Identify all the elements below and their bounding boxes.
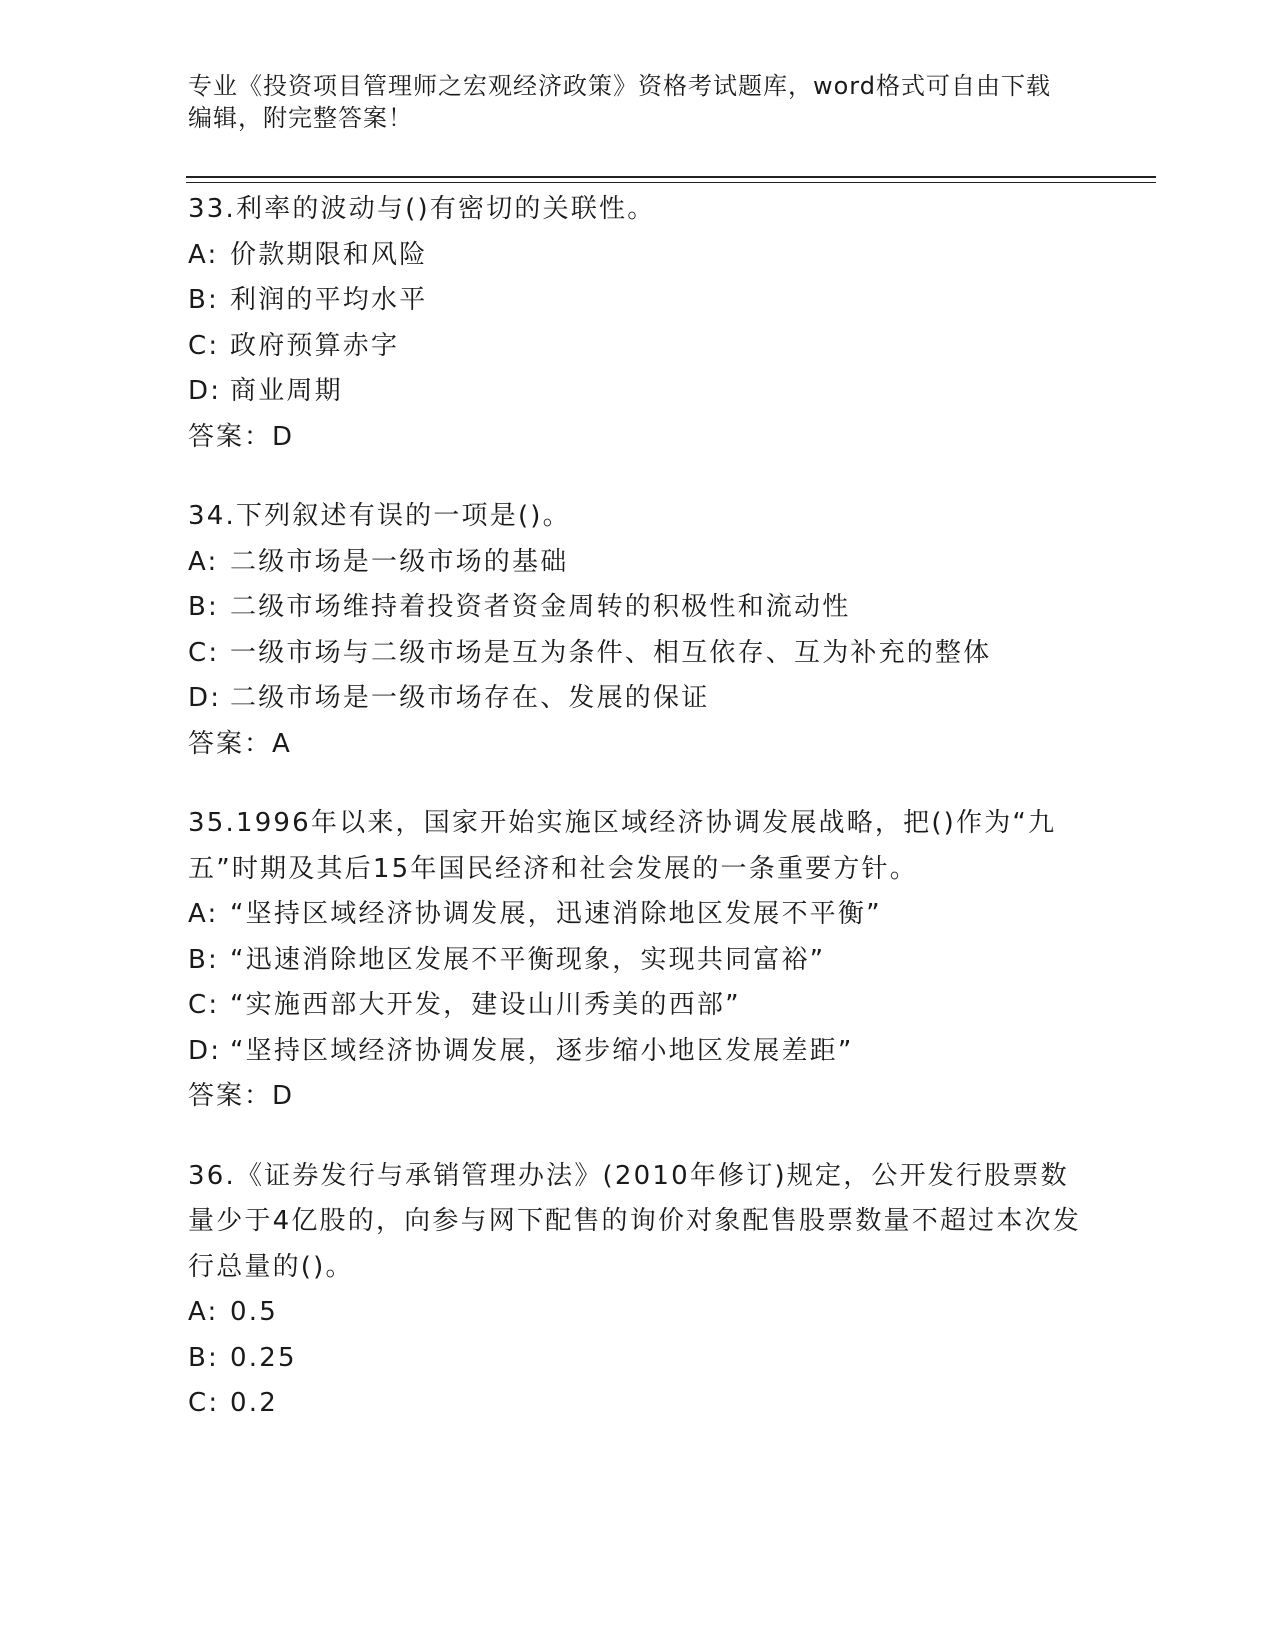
- option-a: [188, 233, 1088, 279]
- option-letter: C:: [188, 637, 220, 668]
- option-text: “实施西部大开发，建设山川秀美的西部”: [230, 990, 741, 1020]
- answer-line: 答案：D: [188, 1081, 295, 1111]
- option-b: [188, 278, 1088, 324]
- question-stem: 36.《证券发行与承销管理办法》(2010年修订)规定，公开发行股票数量少于4亿股的，向参与网下配售的询价对象配售股票数量不超过本次发行总量的()。: [188, 1160, 1081, 1282]
- question-36: [188, 1154, 1088, 1427]
- option-text: 一级市场与二级市场是互为条件、相互依存、互为补充的整体: [230, 637, 992, 668]
- option-letter: A:: [188, 546, 219, 577]
- option-a: [188, 1290, 1088, 1336]
- document-header: 专业《投资项目管理师之宏观经济政策》资格考试题库，word格式可自由下载编辑，附完整答案！: [188, 72, 1051, 132]
- option-letter: A:: [188, 239, 219, 270]
- option-d: [188, 369, 1088, 415]
- option-text: 二级市场是一级市场存在、发展的保证: [230, 683, 710, 713]
- option-letter: D:: [188, 376, 222, 406]
- option-c: [188, 983, 1088, 1029]
- question-stem: 33.利率的波动与()有密切的关联性。: [188, 194, 656, 224]
- answer-line: 答案：A: [188, 728, 292, 759]
- question-stem: 35.1996年以来，国家开始实施区域经济协调发展战略，把()作为“九五”时期及其后15年国民经济和社会发展的一条重要方针。: [188, 808, 1057, 884]
- option-letter: D:: [188, 1035, 222, 1066]
- option-text: “迅速消除地区发展不平衡现象，实现共同富裕”: [230, 944, 826, 975]
- option-text: 0.2: [230, 1388, 278, 1418]
- option-letter: B:: [188, 285, 219, 315]
- option-text: “坚持区域经济协调发展，逐步缩小地区发展差距”: [230, 1035, 854, 1066]
- option-c: [188, 324, 1088, 370]
- header-divider-thick: [186, 176, 1156, 178]
- option-text: 价款期限和风险: [230, 239, 428, 270]
- option-text: 0.25: [230, 1342, 297, 1373]
- option-text: 二级市场是一级市场的基础: [230, 546, 569, 577]
- option-text: “坚持区域经济协调发展，迅速消除地区发展不平衡”: [230, 899, 882, 929]
- option-text: 商业周期: [230, 376, 343, 406]
- option-text: 政府预算赤字: [230, 330, 400, 361]
- option-b: [188, 938, 1088, 984]
- option-letter: B:: [188, 1342, 219, 1373]
- question-list: [188, 187, 1088, 1461]
- option-a: [188, 892, 1088, 938]
- answer-line: 答案：D: [188, 421, 295, 452]
- option-letter: C:: [188, 330, 220, 361]
- option-letter: A:: [188, 899, 219, 929]
- option-a: [188, 540, 1088, 586]
- question-stem: 34.下列叙述有误的一项是()。: [188, 501, 571, 531]
- option-letter: C:: [188, 1388, 220, 1418]
- option-letter: C:: [188, 990, 220, 1020]
- question-34: [188, 494, 1088, 767]
- option-text: 0.5: [230, 1297, 278, 1327]
- header-divider-thin: [186, 182, 1156, 183]
- option-b: [188, 1336, 1088, 1382]
- option-b: [188, 585, 1088, 631]
- option-letter: B:: [188, 592, 219, 622]
- option-letter: A:: [188, 1297, 219, 1327]
- option-text: 二级市场维持着投资者资金周转的积极性和流动性: [230, 592, 851, 622]
- option-d: [188, 676, 1088, 722]
- option-letter: D:: [188, 683, 222, 713]
- question-35: [188, 801, 1088, 1120]
- option-d: [188, 1029, 1088, 1075]
- option-c: [188, 1381, 1088, 1427]
- option-text: 利润的平均水平: [230, 285, 428, 315]
- option-letter: B:: [188, 944, 219, 975]
- option-c: [188, 631, 1088, 677]
- question-33: [188, 187, 1088, 460]
